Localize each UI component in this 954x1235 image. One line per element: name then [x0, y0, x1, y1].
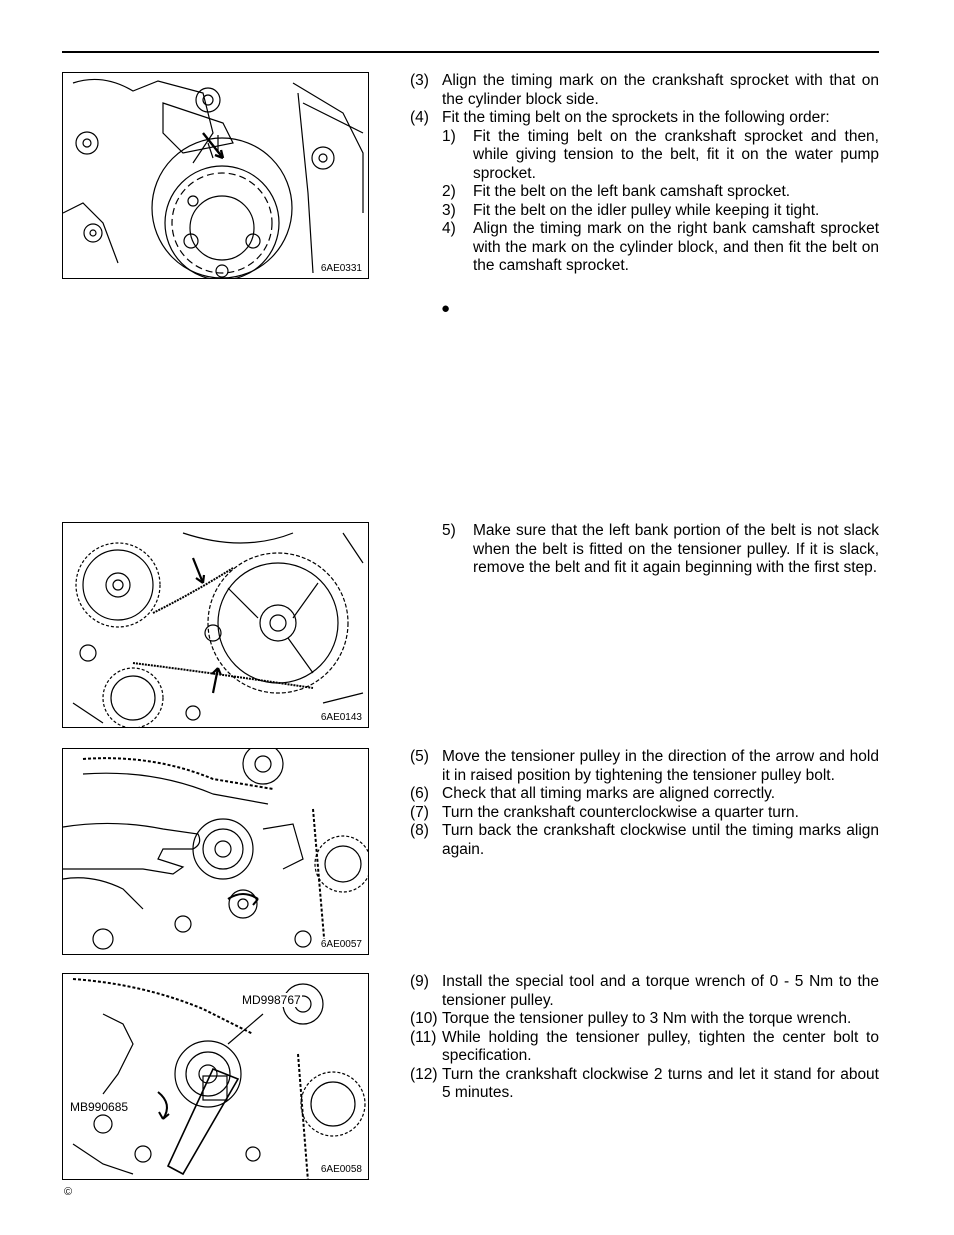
substep-number: 2) [442, 183, 456, 200]
step [410, 785, 879, 804]
step-text: While holding the tensioner pulley, tighten the center bolt to specification. [442, 1028, 879, 1064]
step-number: (6) [410, 785, 429, 802]
substep-text: Make sure that the left bank portion of the belt is not slack when the belt is fitted on the tensioner pulley. If it is slack, remove the belt and fit it again beginning with the first step. [473, 522, 879, 576]
figure-code: 6AE0057 [320, 939, 362, 950]
substep [442, 183, 879, 202]
substep [442, 128, 879, 184]
step-number: (12) [410, 1065, 438, 1083]
step [410, 748, 879, 785]
substep-text: Fit the belt on the left bank camshaft sprocket. [473, 183, 791, 200]
step-text: Turn the crankshaft clockwise 2 turns and let it stand for about 5 minutes. [442, 1065, 879, 1101]
step [410, 109, 879, 128]
section-2-text [410, 522, 879, 578]
step [410, 804, 879, 823]
step-number: (11) [410, 1028, 437, 1046]
tensioner-pulley-illustration [63, 749, 369, 955]
tool-callout-mb990685: MB990685 [70, 1100, 129, 1114]
substep-text: Fit the timing belt on the crankshaft sprocket and then, while giving tension to the belt, fit it on the water pump sprocket. [473, 127, 879, 182]
copyright-symbol: © [64, 1186, 73, 1198]
figure-special-tool [62, 973, 369, 1180]
tool-callout-md998767: MD998767 [242, 993, 301, 1007]
step-text: Turn back the crankshaft clockwise until the timing marks align again. [442, 822, 879, 858]
special-tool-illustration [63, 974, 369, 1180]
belt-slack-illustration [63, 523, 369, 728]
substep-number: 4) [442, 220, 456, 237]
step [410, 973, 879, 1010]
bullet-point: ● [441, 300, 451, 317]
crankshaft-sprocket-illustration [63, 73, 369, 279]
step-text: Install the special tool and a torque wrench of 0 - 5 Nm to the tensioner pulley. [442, 973, 879, 1009]
step-text: Turn the crankshaft counterclockwise a quarter turn. [442, 803, 799, 821]
substep-text: Align the timing mark on the right bank camshaft sprocket with the mark on the cylinder block, and then fit the belt on the camshaft sprocket. [473, 220, 879, 274]
section-1-text [410, 72, 879, 276]
substep [442, 522, 879, 578]
substep-number: 3) [442, 201, 456, 219]
section-3-text [410, 748, 879, 859]
header-rule [62, 51, 879, 53]
figure-code: 6AE0143 [320, 712, 362, 723]
step-number: (10) [410, 1010, 438, 1027]
step-number: (7) [410, 803, 429, 821]
step-number: (8) [410, 822, 429, 839]
step-number: (5) [410, 748, 429, 765]
figure-code: 6AE0058 [320, 1164, 362, 1175]
step-text: Fit the timing belt on the sprockets in the following order: [442, 109, 830, 126]
substep [442, 202, 879, 221]
step [410, 822, 879, 859]
step-number: (4) [410, 109, 429, 126]
step [410, 72, 879, 109]
figure-tensioner-pulley [62, 748, 369, 955]
step-text: Check that all timing marks are aligned correctly. [442, 785, 776, 802]
step-text: Align the timing mark on the crankshaft sprocket with that on the cylinder block side. [442, 72, 879, 108]
figure-code: 6AE0331 [320, 263, 362, 274]
substep-number: 1) [442, 127, 456, 145]
step-number: (3) [410, 72, 429, 89]
substep-text: Fit the belt on the idler pulley while keeping it tight. [473, 201, 820, 219]
substep [442, 220, 879, 276]
step [410, 1010, 879, 1029]
figure-belt-slack [62, 522, 369, 728]
step-number: (9) [410, 973, 429, 990]
section-4-text [410, 973, 879, 1103]
step-text: Torque the tensioner pulley to 3 Nm with the torque wrench. [442, 1010, 852, 1027]
substep-number: 5) [442, 522, 456, 539]
step [410, 1066, 879, 1103]
figure-crankshaft-sprocket [62, 72, 369, 279]
step-text: Move the tensioner pulley in the direction of the arrow and hold it in raised position by tightening the tensioner pulley bolt. [442, 748, 879, 784]
step [410, 1029, 879, 1066]
